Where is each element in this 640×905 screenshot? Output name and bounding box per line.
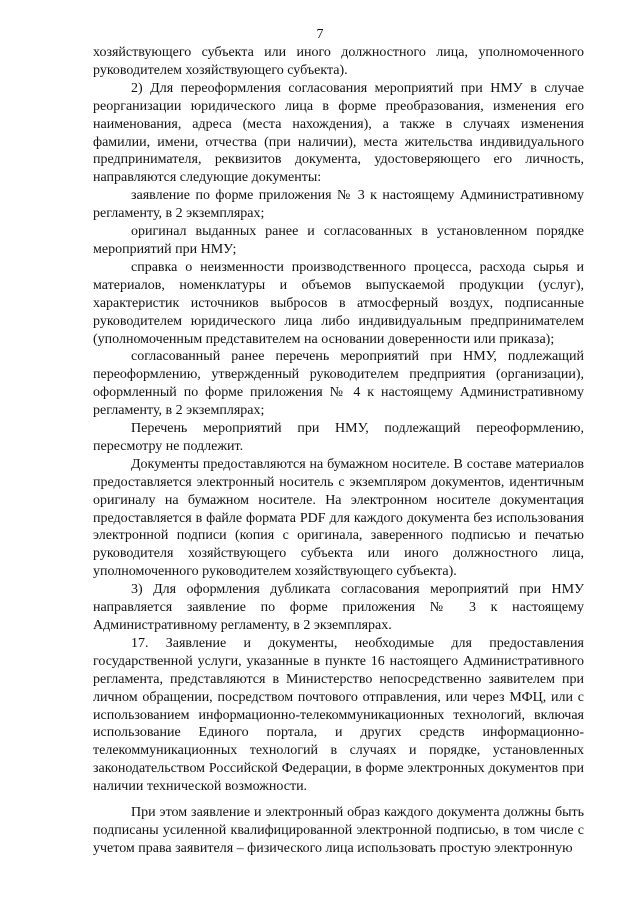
paragraph-item-3: 3) Для оформления дубликата согласования мероприятий при НМУ направляется заявление по форме приложения № 3 к настоящему Административному регламенту, в 2 экземплярах.: [93, 582, 584, 633]
paragraph-application-form: заявление по форме приложения № 3 к настоящему Административному регламенту, в 2 экземплярах;: [93, 188, 584, 222]
paragraph-continuation: хозяйствующего субъекта или иного должностного лица, уполномоченного руководителем хозяйствующего субъекта).: [93, 45, 584, 78]
paragraph-section-17: 17. Заявление и документы, необходимые для предоставления государственной услуги, указанные в пункте 16 настоящего Административного регламента, представляются в Министерство непосредственно заявителем при личном обращении, посредством почтового отправления, или через МФЦ, или с использованием информационно-телекоммуникационных технологий, включая использование Единого портала, и других средств информационно-телекоммуникационных технологий в случаях и порядке, установленных законодательством Российской Федерации, в форме электронных документов при наличии технической возможности.: [93, 635, 584, 795]
paragraph-original-measures: оригинал выданных ранее и согласованных в установленном порядке мероприятий при НМУ;: [93, 224, 584, 257]
paragraph-electronic-signature: При этом заявление и электронный образ каждого документа должны быть подписаны усиленной квалифицированной электронной подписью, в том числе с учетом права заявителя – физического лица использовать простую электронную: [93, 805, 584, 856]
paragraph-list-not-revised: Перечень мероприятий при НМУ, подлежащий переоформлению, пересмотру не подлежит.: [93, 421, 584, 454]
page-body: [93, 44, 584, 858]
paragraph-paper-documents: Документы предоставляются на бумажном носителе. В составе материалов предоставляется электронный носитель с экземпляром документов, идентичным оригиналу на бумажном носителе. На электронном носителе документация предоставляется в файле формата PDF для каждого документа без использования электронной подписи (копия с оригинала, заверенного подписью и печатью руководителя хозяйствующего субъекта или иного должностного лица, уполномоченного руководителем хозяйствующего субъекта).: [93, 456, 584, 580]
paragraph-agreed-list: согласованный ранее перечень мероприятий при НМУ, подлежащий переоформлению, утвержденный руководителем предприятия (организации), оформленный по форме приложения № 4 к настоящему Административному регламенту, в 2 экземплярах;: [93, 349, 584, 419]
paragraph-certificate: справка о неизменности производственного процесса, расхода сырья и материалов, номенклатуры и объемов выпускаемой продукции (услуг), характеристик источников выбросов в атмосферный воздух, подписанные руководителем юридического лица либо индивидуальным предпринимателем (уполномоченным представителем на основании доверенности или приказа);: [93, 259, 584, 347]
paragraph-item-2: 2) Для переоформления согласования мероприятий при НМУ в случае реорганизации юридического лица в форме преобразования, изменения его наименования, адреса (места нахождения), а также в случаях изменения фамилии, имени, отчества (при наличии), места жительства индивидуального предпринимателя, реквизитов документа, удостоверяющего его личность, направляются следующие документы:: [93, 80, 584, 186]
page-number: 7: [316, 27, 324, 42]
